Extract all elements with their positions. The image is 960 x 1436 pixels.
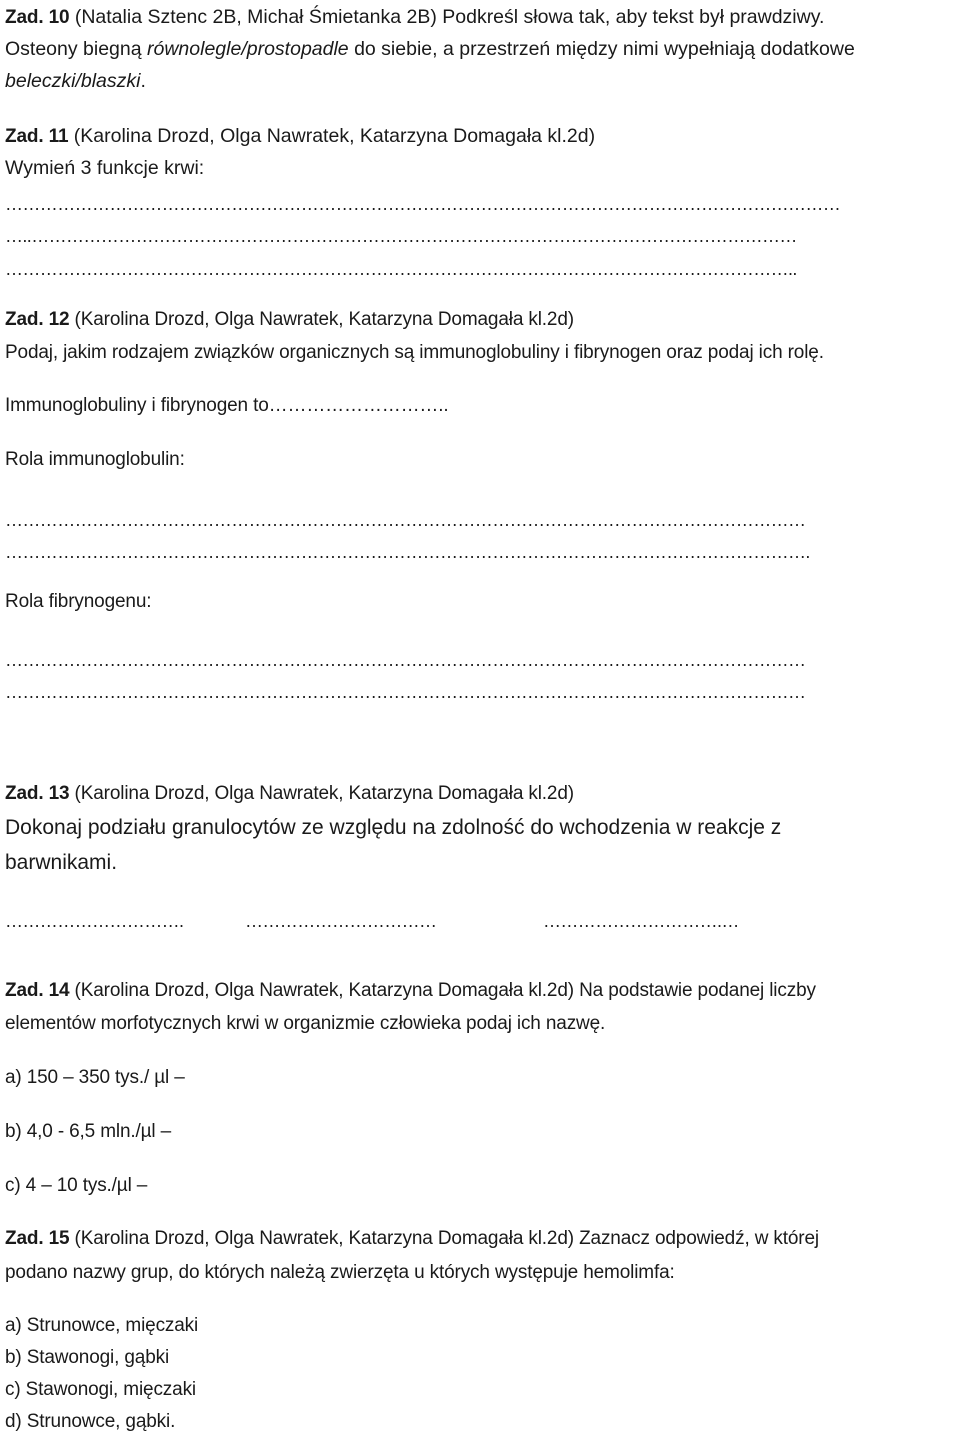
- answer-blank-1[interactable]: ………………………….: [5, 911, 184, 931]
- sentence-text: do siebie, a przestrzeń między nimi wypełniają dodatkowe: [348, 38, 855, 60]
- sentence-text: Osteony biegną: [5, 38, 148, 60]
- answer-line[interactable]: ………………………………………………………………………………………………………………………………: [5, 194, 841, 214]
- task-11-question: Wymień 3 funkcje krwi:: [5, 157, 205, 179]
- task-authors: (Karolina Drozd, Olga Nawratek, Katarzyna Domagała kl.2d): [68, 125, 596, 147]
- task-12-header: [5, 308, 574, 332]
- option-pair-1[interactable]: równolegle/prostopadle: [147, 38, 349, 60]
- task-number: Zad. 14: [5, 980, 70, 1001]
- task-number: Zad. 11: [5, 126, 69, 147]
- task-10-sentence-end: [5, 69, 146, 93]
- item-a[interactable]: a) 150 – 350 tys./ µl –: [5, 1067, 185, 1088]
- option-c[interactable]: c) Stawonogi, mięczaki: [5, 1379, 196, 1400]
- option-pair-2[interactable]: beleczki/blaszki: [5, 70, 141, 92]
- task-13-question-line1: Dokonaj podziału granulocytów ze względu na zdolność do wchodzenia w reakcje z: [5, 816, 782, 839]
- sentence-text: .: [140, 70, 146, 92]
- task-number: Zad. 10: [5, 7, 70, 28]
- task-authors: (Karolina Drozd, Olga Nawratek, Katarzyna Domagała kl.2d) Zaznacz odpowiedź, w której: [69, 1228, 819, 1249]
- answer-line[interactable]: …………………………………………………………………………………………………………………………: [5, 510, 806, 530]
- option-b[interactable]: b) Stawonogi, gąbki: [5, 1347, 170, 1368]
- task-authors: (Karolina Drozd, Olga Nawratek, Katarzyna Domagała kl.2d): [69, 309, 574, 330]
- task-15-header: [5, 1227, 819, 1251]
- task-14-question: elementów morfotycznych krwi w organizmie człowieka podaj ich nazwę.: [5, 1013, 606, 1034]
- task-authors: (Karolina Drozd, Olga Nawratek, Katarzyna Domagała kl.2d): [69, 783, 574, 804]
- answer-blank-2[interactable]: ……………………………: [245, 911, 437, 931]
- task-14-header: [5, 979, 816, 1003]
- task-number: Zad. 13: [5, 783, 70, 804]
- task-11-header: [5, 124, 595, 149]
- option-d[interactable]: d) Strunowce, gąbki.: [5, 1411, 176, 1432]
- task-10-header: [5, 5, 824, 30]
- task-authors: (Natalia Sztenc 2B, Michał Śmietanka 2B) Podkreśl słowa tak, aby tekst był prawdziwy.: [69, 6, 825, 28]
- option-a[interactable]: a) Strunowce, mięczaki: [5, 1315, 199, 1336]
- task-15-question: podano nazwy grup, do których należą zwierzęta u których występuje hemolimfa:: [5, 1262, 675, 1283]
- task-number: Zad. 15: [5, 1228, 70, 1249]
- task-10-sentence: [5, 37, 855, 61]
- answer-line[interactable]: …………………………………………………………………………………………………………………………: [5, 650, 806, 670]
- role-fibrinogen-label: Rola fibrynogenu:: [5, 591, 152, 612]
- answer-blank-3[interactable]: ………………………….…: [543, 911, 739, 931]
- task-authors: (Karolina Drozd, Olga Nawratek, Katarzyna Domagała kl.2d) Na podstawie podanej liczby: [69, 980, 816, 1001]
- item-b[interactable]: b) 4,0 - 6,5 mln./µl –: [5, 1121, 172, 1142]
- answer-line[interactable]: ………………………………………………………………………………………………………………………..: [5, 259, 797, 279]
- task-number: Zad. 12: [5, 309, 70, 330]
- task-13-question-line2: barwnikami.: [5, 851, 118, 874]
- answer-line[interactable]: …………………………………………………………………………………………………………………………: [5, 682, 806, 702]
- role-immunoglobulin-label: Rola immunoglobulin:: [5, 449, 185, 470]
- task-12-question: Podaj, jakim rodzajem związków organicznych są immunoglobuliny i fibrynogen oraz podaj ich rolę.: [5, 342, 824, 363]
- item-c[interactable]: c) 4 – 10 tys./µl –: [5, 1175, 148, 1196]
- answer-line[interactable]: ………………………………………………………………………………………………………………………….: [5, 542, 810, 562]
- immunoglobulin-answer[interactable]: Immunoglobuliny i fibrynogen to………………………..: [5, 395, 449, 416]
- task-13-header: [5, 782, 574, 806]
- answer-line[interactable]: …..……………………………………………………………………………………………………………………: [5, 226, 797, 246]
